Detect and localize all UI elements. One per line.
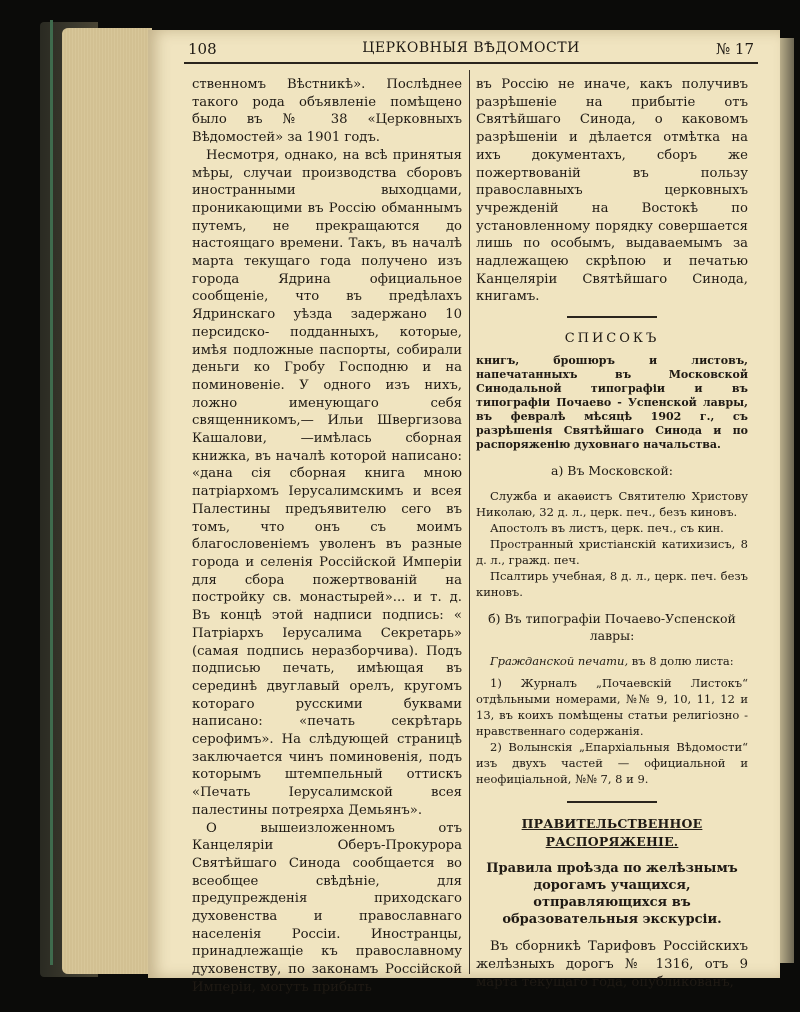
right-page-edge <box>780 38 794 963</box>
page-number: 108 <box>188 40 217 58</box>
gov-heading: ПРАВИТЕЛЬСТВЕННОЕ РАСПОРЯЖЕНІЕ. <box>521 815 703 849</box>
section-b-note <box>476 653 748 669</box>
issue-number: № 17 <box>715 40 754 58</box>
section-separator <box>567 801 657 803</box>
list-item: 1) Журналъ „Почаевскій Листокъ“ отдѣльными номерами, №№ 9, 10, 11, 12 и 13, въ коихъ помѣщены статьи религіозно - нравственнаго содержанія. <box>476 675 748 738</box>
journal-title: ЦЕРКОВНЫЯ ВѢДОМОСТИ <box>362 40 580 56</box>
column-divider <box>469 70 470 974</box>
list-subtitle: книгъ, брошюръ и листовъ, напечатанныхъ въ Московской Синодальной типографіи и въ типографіи Почаево - Успенской лавры, въ февралѣ мѣсяцѣ 1902 г., съ разрѣшенія Святѣйшаго Синода и по распоряженію духовнаго начальства. <box>476 353 748 451</box>
rules-heading: Правила проѣзда по желѣзнымъ дорогамъ учащихся, отправляющихся въ образовательныя экскурсіи. <box>486 861 738 928</box>
page <box>148 30 780 995</box>
left-column <box>192 76 462 997</box>
section-a-title: а) Въ Московской: <box>551 462 673 478</box>
right-column <box>476 76 748 991</box>
list-item: Служба и акаѳистъ Святителю Христову Николаю, 32 д. л., церк. печ., безъ киновъ. <box>476 488 748 519</box>
page-edges <box>62 28 152 974</box>
running-header <box>184 34 758 62</box>
header-rule <box>184 62 758 64</box>
list-item: Псалтирь учебная, 8 д. л., церк. печ. безъ киновъ. <box>476 568 748 599</box>
section-b-title: б) Въ типографіи Почаево-Успенской лавры: <box>488 610 736 644</box>
section-separator <box>567 316 657 318</box>
paragraph: Въ сборникѣ Тарифовъ Россійскихъ желѣзныхъ дорогъ № 1316, отъ 9 марта текущаго года, опубликованъ, <box>476 939 748 990</box>
paragraph: О вышеизложенномъ отъ Канцеляріи Оберъ-Прокурора Святѣйшаго Синода сообщается во всеобщее свѣдѣніе, для предупрежденія приходскаго духовенства и православнаго населенія Россіи. Иностранцы, принадлежащіе къ православному духовенству, по законамъ Россійской Имперіи, могутъ прибыть <box>192 820 462 995</box>
paragraph: въ Россію не иначе, какъ получивъ разрѣшеніе на прибытіе отъ Святѣйшаго Синода, о каковомъ разрѣшеніи и дѣлается отмѣтка на ихъ документахъ, сборъ же пожертвованій въ пользу православныхъ церковныхъ учрежденій на Востокѣ по установленному порядку совершается лишь по особымъ, выдаваемымъ за надлежащею скрѣпою и печатью Канцеляріи Святѣйшаго Синода, книгамъ. <box>476 77 748 305</box>
section-b-note-rest: въ 8 долю листа: <box>628 653 734 668</box>
list-item: Пространный христіанскій катихизисъ, 8 д. л., гражд. печ. <box>476 536 748 567</box>
list-title: СПИСОКЪ <box>564 331 660 347</box>
list-item: Апостолъ въ листъ, церк. печ., съ кин. <box>490 520 724 535</box>
paragraph: ственномъ Вѣстникѣ». Послѣднее такого рода объявленіе помѣщено было въ № 38 «Церковныхъ Вѣдомостей» за 1901 годъ. <box>192 77 462 146</box>
section-b-note-italic: Гражданской печати, <box>490 653 629 668</box>
paragraph: Несмотря, однако, на всѣ принятыя мѣры, случаи производства сборовъ иностранными выходцами, проникающими въ Россію обманнымъ путемъ, не прекращаются до настоящаго времени. Такъ, въ началѣ марта текущаго года получено изъ города Ядрина официальное сообщеніе, что въ предѣлахъ Ядринскаго уѣзда задержано 10 персидско- подданныхъ, которые, имѣя подложные паспорты, собирали деньги ко Гробу Господню и на поминовеніе. У одного изъ нихъ, ложно именующаго себя священникомъ,— Ильи Швергизова Кашалови, —имѣлась сборная книжка, въ началѣ которой написано: «дана сія сборная книга мною патріархомъ Іерусалимскимъ и всея Палестины предъявителю сего въ томъ, что онъ съ моимъ благословеніемъ уволенъ въ разные города и селенія Россійской Имперіи для сбора пожертвованій на постройку св. монастырей»... и т. д. Въ концѣ этой надписи подпись: « Патріархъ Іерусалима Секретарь» (самая подпись неразборчива). Подъ подписью печать, имѣющая въ серединѣ двуглавый орелъ, кругомъ котораго русскими буквами написано: «печать секрѣтарь серофимъ». На слѣдующей страницѣ заключается чинъ поминовенія, подъ которымъ штемпельный оттискъ «Печать Іерусалимской всея палестины потреярха Демьянъ». <box>192 147 462 818</box>
cover-stripe <box>50 20 53 965</box>
list-item: 2) Волынскія „Епархіальныя Вѣдомости“ изъ двухъ частей — официальной и неофиціальной, №№ 7, 8 и 9. <box>476 739 748 786</box>
